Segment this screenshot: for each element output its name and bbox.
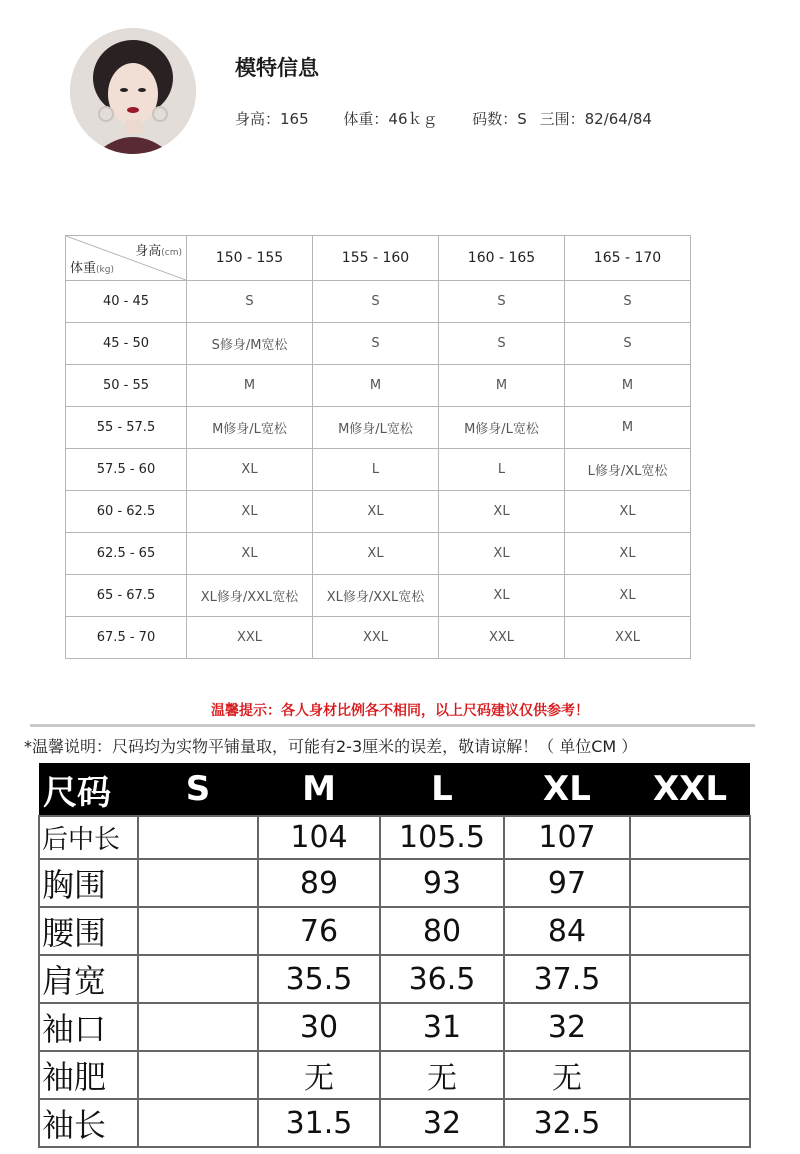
- rec-size-cell: S修身/M宽松: [187, 323, 313, 365]
- rec-size-cell: M: [565, 407, 691, 449]
- rec-size-cell: XL: [313, 491, 439, 533]
- rec-size-cell: XL: [439, 491, 565, 533]
- size-value: 无: [504, 1051, 630, 1099]
- rec-weight-range: 40 - 45: [66, 281, 187, 323]
- rec-size-cell: M: [313, 365, 439, 407]
- size-value: 35.5: [258, 955, 380, 1003]
- size-row: [39, 1051, 750, 1099]
- rec-size-cell: XL修身/XXL宽松: [187, 575, 313, 617]
- size-row-label: 肩宽: [39, 955, 138, 1003]
- size-row: [39, 816, 750, 859]
- rec-size-cell: XXL: [565, 617, 691, 659]
- section-divider: [30, 724, 755, 727]
- rec-size-cell: XXL: [439, 617, 565, 659]
- size-header: M: [258, 763, 380, 816]
- size-value: 32: [380, 1099, 504, 1147]
- model-stats: [235, 108, 682, 129]
- rec-size-cell: M修身/L宽松: [313, 407, 439, 449]
- rec-size-cell: XL: [187, 449, 313, 491]
- model-size: 码数：S: [472, 110, 527, 128]
- size-header: XL: [504, 763, 630, 816]
- size-value: 97: [504, 859, 630, 907]
- size-value: 31: [380, 1003, 504, 1051]
- rec-corner-cell: [66, 236, 187, 281]
- size-recommendation-table: [65, 235, 691, 659]
- rec-size-cell: XL: [187, 491, 313, 533]
- size-value: 80: [380, 907, 504, 955]
- size-row: [39, 1003, 750, 1051]
- size-value: [630, 1099, 750, 1147]
- rec-size-cell: XL: [565, 575, 691, 617]
- rec-corner-weight-label: 体重: [70, 261, 97, 276]
- size-header-row: [39, 763, 750, 816]
- rec-size-cell: M: [439, 365, 565, 407]
- rec-row: [66, 533, 691, 575]
- size-value: [630, 907, 750, 955]
- rec-size-cell: XXL: [187, 617, 313, 659]
- rec-size-cell: XL: [565, 491, 691, 533]
- size-row: [39, 1099, 750, 1147]
- size-value: 无: [258, 1051, 380, 1099]
- size-header-label: 尺码: [39, 763, 138, 816]
- rec-size-cell: XL: [313, 533, 439, 575]
- rec-height-header: 165 - 170: [565, 236, 691, 281]
- size-value: [138, 816, 258, 859]
- rec-row: [66, 491, 691, 533]
- rec-size-cell: L修身/XL宽松: [565, 449, 691, 491]
- rec-size-cell: L: [313, 449, 439, 491]
- size-value: 无: [380, 1051, 504, 1099]
- rec-weight-range: 45 - 50: [66, 323, 187, 365]
- size-value: [630, 1051, 750, 1099]
- rec-size-cell: XL: [439, 575, 565, 617]
- rec-row: [66, 449, 691, 491]
- rec-row: [66, 407, 691, 449]
- rec-row: [66, 281, 691, 323]
- rec-size-cell: M修身/L宽松: [439, 407, 565, 449]
- rec-row: [66, 617, 691, 659]
- model-avatar: [70, 28, 196, 154]
- size-row-label: 胸围: [39, 859, 138, 907]
- size-row: [39, 955, 750, 1003]
- size-measurement-table: [38, 763, 751, 1148]
- rec-size-cell: S: [313, 323, 439, 365]
- size-value: 31.5: [258, 1099, 380, 1147]
- measurement-note: *温馨说明：尺码均为实物平铺量取，可能有2-3厘米的误差，敬请谅解！（ 单位CM ）: [24, 737, 638, 756]
- size-value: 107: [504, 816, 630, 859]
- rec-weight-range: 65 - 67.5: [66, 575, 187, 617]
- size-row-label: 袖口: [39, 1003, 138, 1051]
- size-row-label: 袖肥: [39, 1051, 138, 1099]
- rec-size-cell: M修身/L宽松: [187, 407, 313, 449]
- rec-weight-range: 57.5 - 60: [66, 449, 187, 491]
- size-value: 105.5: [380, 816, 504, 859]
- size-value: [138, 859, 258, 907]
- model-height: 身高：165: [235, 110, 309, 128]
- size-value: [630, 955, 750, 1003]
- size-value: [138, 1051, 258, 1099]
- rec-row: [66, 575, 691, 617]
- rec-size-cell: S: [439, 281, 565, 323]
- size-tip: 温馨提示：各人身材比例各不相同，以上尺码建议仅供参考！: [211, 703, 589, 719]
- size-value: 76: [258, 907, 380, 955]
- size-value: [138, 1003, 258, 1051]
- rec-weight-range: 60 - 62.5: [66, 491, 187, 533]
- rec-height-header: 150 - 155: [187, 236, 313, 281]
- size-value: [138, 907, 258, 955]
- model-weight: 体重：46ｋｇ: [343, 110, 438, 128]
- rec-corner-height-unit: (cm): [161, 248, 182, 258]
- size-row-label: 袖长: [39, 1099, 138, 1147]
- size-value: 37.5: [504, 955, 630, 1003]
- rec-weight-range: 55 - 57.5: [66, 407, 187, 449]
- size-header: S: [138, 763, 258, 816]
- rec-height-header: 160 - 165: [439, 236, 565, 281]
- rec-size-cell: XL: [439, 533, 565, 575]
- model-portrait-image: [70, 28, 196, 154]
- size-value: [630, 816, 750, 859]
- rec-size-cell: S: [439, 323, 565, 365]
- rec-row: [66, 365, 691, 407]
- rec-size-cell: XL: [565, 533, 691, 575]
- rec-size-cell: XXL: [313, 617, 439, 659]
- size-row: [39, 859, 750, 907]
- size-value: [630, 1003, 750, 1051]
- rec-weight-range: 67.5 - 70: [66, 617, 187, 659]
- rec-size-cell: S: [565, 323, 691, 365]
- size-value: 36.5: [380, 955, 504, 1003]
- size-value: 104: [258, 816, 380, 859]
- rec-size-cell: S: [313, 281, 439, 323]
- rec-weight-range: 62.5 - 65: [66, 533, 187, 575]
- rec-weight-range: 50 - 55: [66, 365, 187, 407]
- size-value: [138, 955, 258, 1003]
- size-value: 30: [258, 1003, 380, 1051]
- size-value: [630, 859, 750, 907]
- rec-corner-height-label: 身高: [135, 244, 162, 259]
- size-row: [39, 907, 750, 955]
- size-value: 32.5: [504, 1099, 630, 1147]
- rec-size-cell: XL: [187, 533, 313, 575]
- rec-row: [66, 323, 691, 365]
- size-row-label: 后中长: [39, 816, 138, 859]
- size-value: 93: [380, 859, 504, 907]
- rec-header-row: [66, 236, 691, 281]
- rec-height-header: 155 - 160: [313, 236, 439, 281]
- size-header: XXL: [630, 763, 750, 816]
- model-info-title: 模特信息: [235, 56, 319, 80]
- size-row-label: 腰围: [39, 907, 138, 955]
- rec-size-cell: S: [187, 281, 313, 323]
- size-value: 32: [504, 1003, 630, 1051]
- rec-size-cell: L: [439, 449, 565, 491]
- rec-size-cell: S: [565, 281, 691, 323]
- rec-corner-weight-unit: (kg): [96, 265, 114, 275]
- size-value: 89: [258, 859, 380, 907]
- model-measurements: 三围：82/64/84: [539, 110, 652, 128]
- size-header: L: [380, 763, 504, 816]
- size-value: [138, 1099, 258, 1147]
- rec-size-cell: XL修身/XXL宽松: [313, 575, 439, 617]
- size-value: 84: [504, 907, 630, 955]
- rec-size-cell: M: [565, 365, 691, 407]
- rec-size-cell: M: [187, 365, 313, 407]
